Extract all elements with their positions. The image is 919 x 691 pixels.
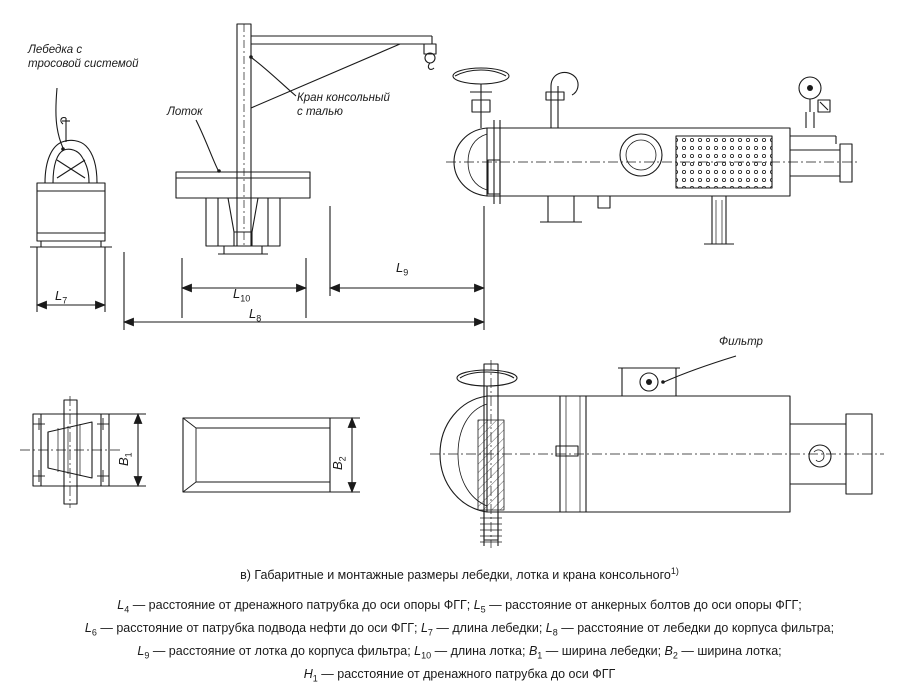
dim-label-B1: $B_1$	[116, 452, 134, 466]
callout-winch-line2: тросовой системой	[28, 57, 139, 70]
legend-line-2: $L_6$ — расстояние от патрубка подвода нефти до оси ФГГ; $L_7$ — длина лебедки; $L_8$ — расстояние от лебедки до корпуса фильтра;	[84, 621, 835, 638]
tray-plan-view	[183, 418, 360, 492]
callout-tray: Лоток	[167, 106, 203, 118]
winch-front-view	[30, 118, 112, 247]
legend-line-1: $L_4$ — расстояние от дренажного патрубка до оси опоры ФГГ; $L_5$ — расстояние от анкерных болтов до оси опоры ФГГ;	[117, 598, 802, 615]
filter-plan-view	[430, 360, 884, 548]
figure-caption	[0, 566, 919, 582]
dim-label-L9: $L_9$	[396, 260, 409, 278]
legend-line-3: $L_9$ — расстояние от лотка до корпуса фильтра; $L_{10}$ — длина лотка; $B_1$ — ширина лебедки; $B_2$ — ширина лотка;	[137, 644, 782, 661]
callout-filter: Фильтр	[719, 336, 763, 348]
callout-winch	[28, 44, 150, 71]
figure-legend	[0, 596, 919, 688]
tray-crane-view	[176, 24, 436, 254]
dim-label-L10: $L_{10}$	[233, 286, 251, 304]
dim-L7	[37, 247, 105, 312]
callout-crane	[297, 92, 433, 119]
figure-caption-text: в) Габаритные и монтажные размеры лебедки, лотка и крана консольного	[240, 568, 671, 583]
dim-label-B2: $B_2$	[330, 456, 348, 470]
dim-label-L7: $L_7$	[55, 288, 68, 306]
callout-crane-line1: Кран консольный	[297, 92, 390, 104]
legend-line-4: $H_1$ — расстояние от дренажного патрубка до оси ФГГ	[303, 667, 616, 684]
dim-chain-top	[124, 206, 484, 330]
figure-caption-footnote: 1)	[670, 566, 679, 576]
dim-label-L8: $L_8$	[249, 306, 262, 324]
filter-side-view	[446, 68, 858, 244]
callout-crane-line2: с талью	[297, 105, 343, 118]
callout-winch-line1: Лебедка с	[28, 44, 83, 56]
